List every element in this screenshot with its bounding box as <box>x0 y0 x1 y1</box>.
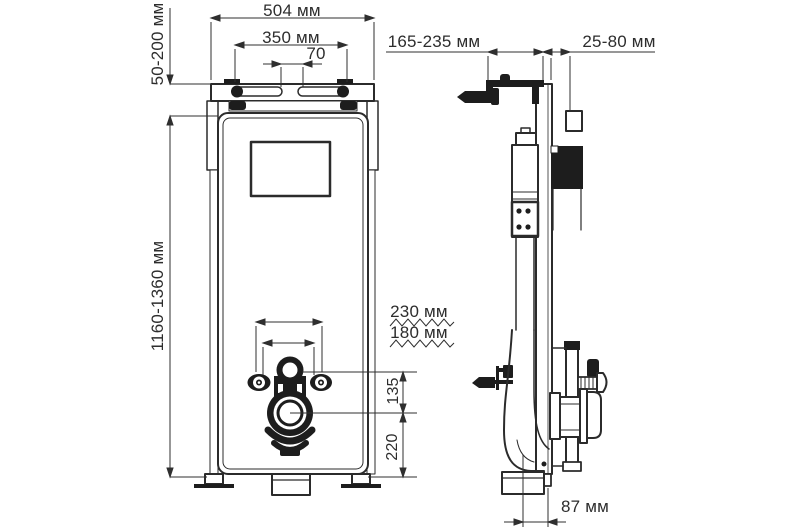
fixing-stud <box>578 359 607 392</box>
dim-label-top-adjust-range: 50-200 мм <box>148 2 167 86</box>
dim-label-outlet-offset: 87 мм <box>560 497 609 516</box>
dim-label-frame-width: 504 мм <box>263 1 321 20</box>
dim-label-inlet-to-outlet: 135 <box>385 377 402 405</box>
front-view-drawing <box>194 79 381 495</box>
top-anchor <box>457 74 544 105</box>
dim-label-hanger-spacing: 350 мм <box>262 28 320 47</box>
dim-label-fixing-spacing-inner: 180 мм <box>390 323 448 342</box>
outlet-connector <box>550 389 601 443</box>
dim-label-outlet-height: 220 <box>384 433 401 461</box>
dim-label-depth-adjust-range: 165-235 мм <box>387 32 481 51</box>
cistern-side <box>512 128 538 330</box>
side-view-drawing <box>457 74 607 494</box>
dim-label-install-height-range: 1160-1360 мм <box>148 240 167 352</box>
dim-label-stud-protrusion-range: 25-80 мм <box>582 32 656 51</box>
dim-label-slot-gap: 70 <box>306 44 326 63</box>
dim-label-fixing-spacing-outer: 230 мм <box>390 302 448 321</box>
